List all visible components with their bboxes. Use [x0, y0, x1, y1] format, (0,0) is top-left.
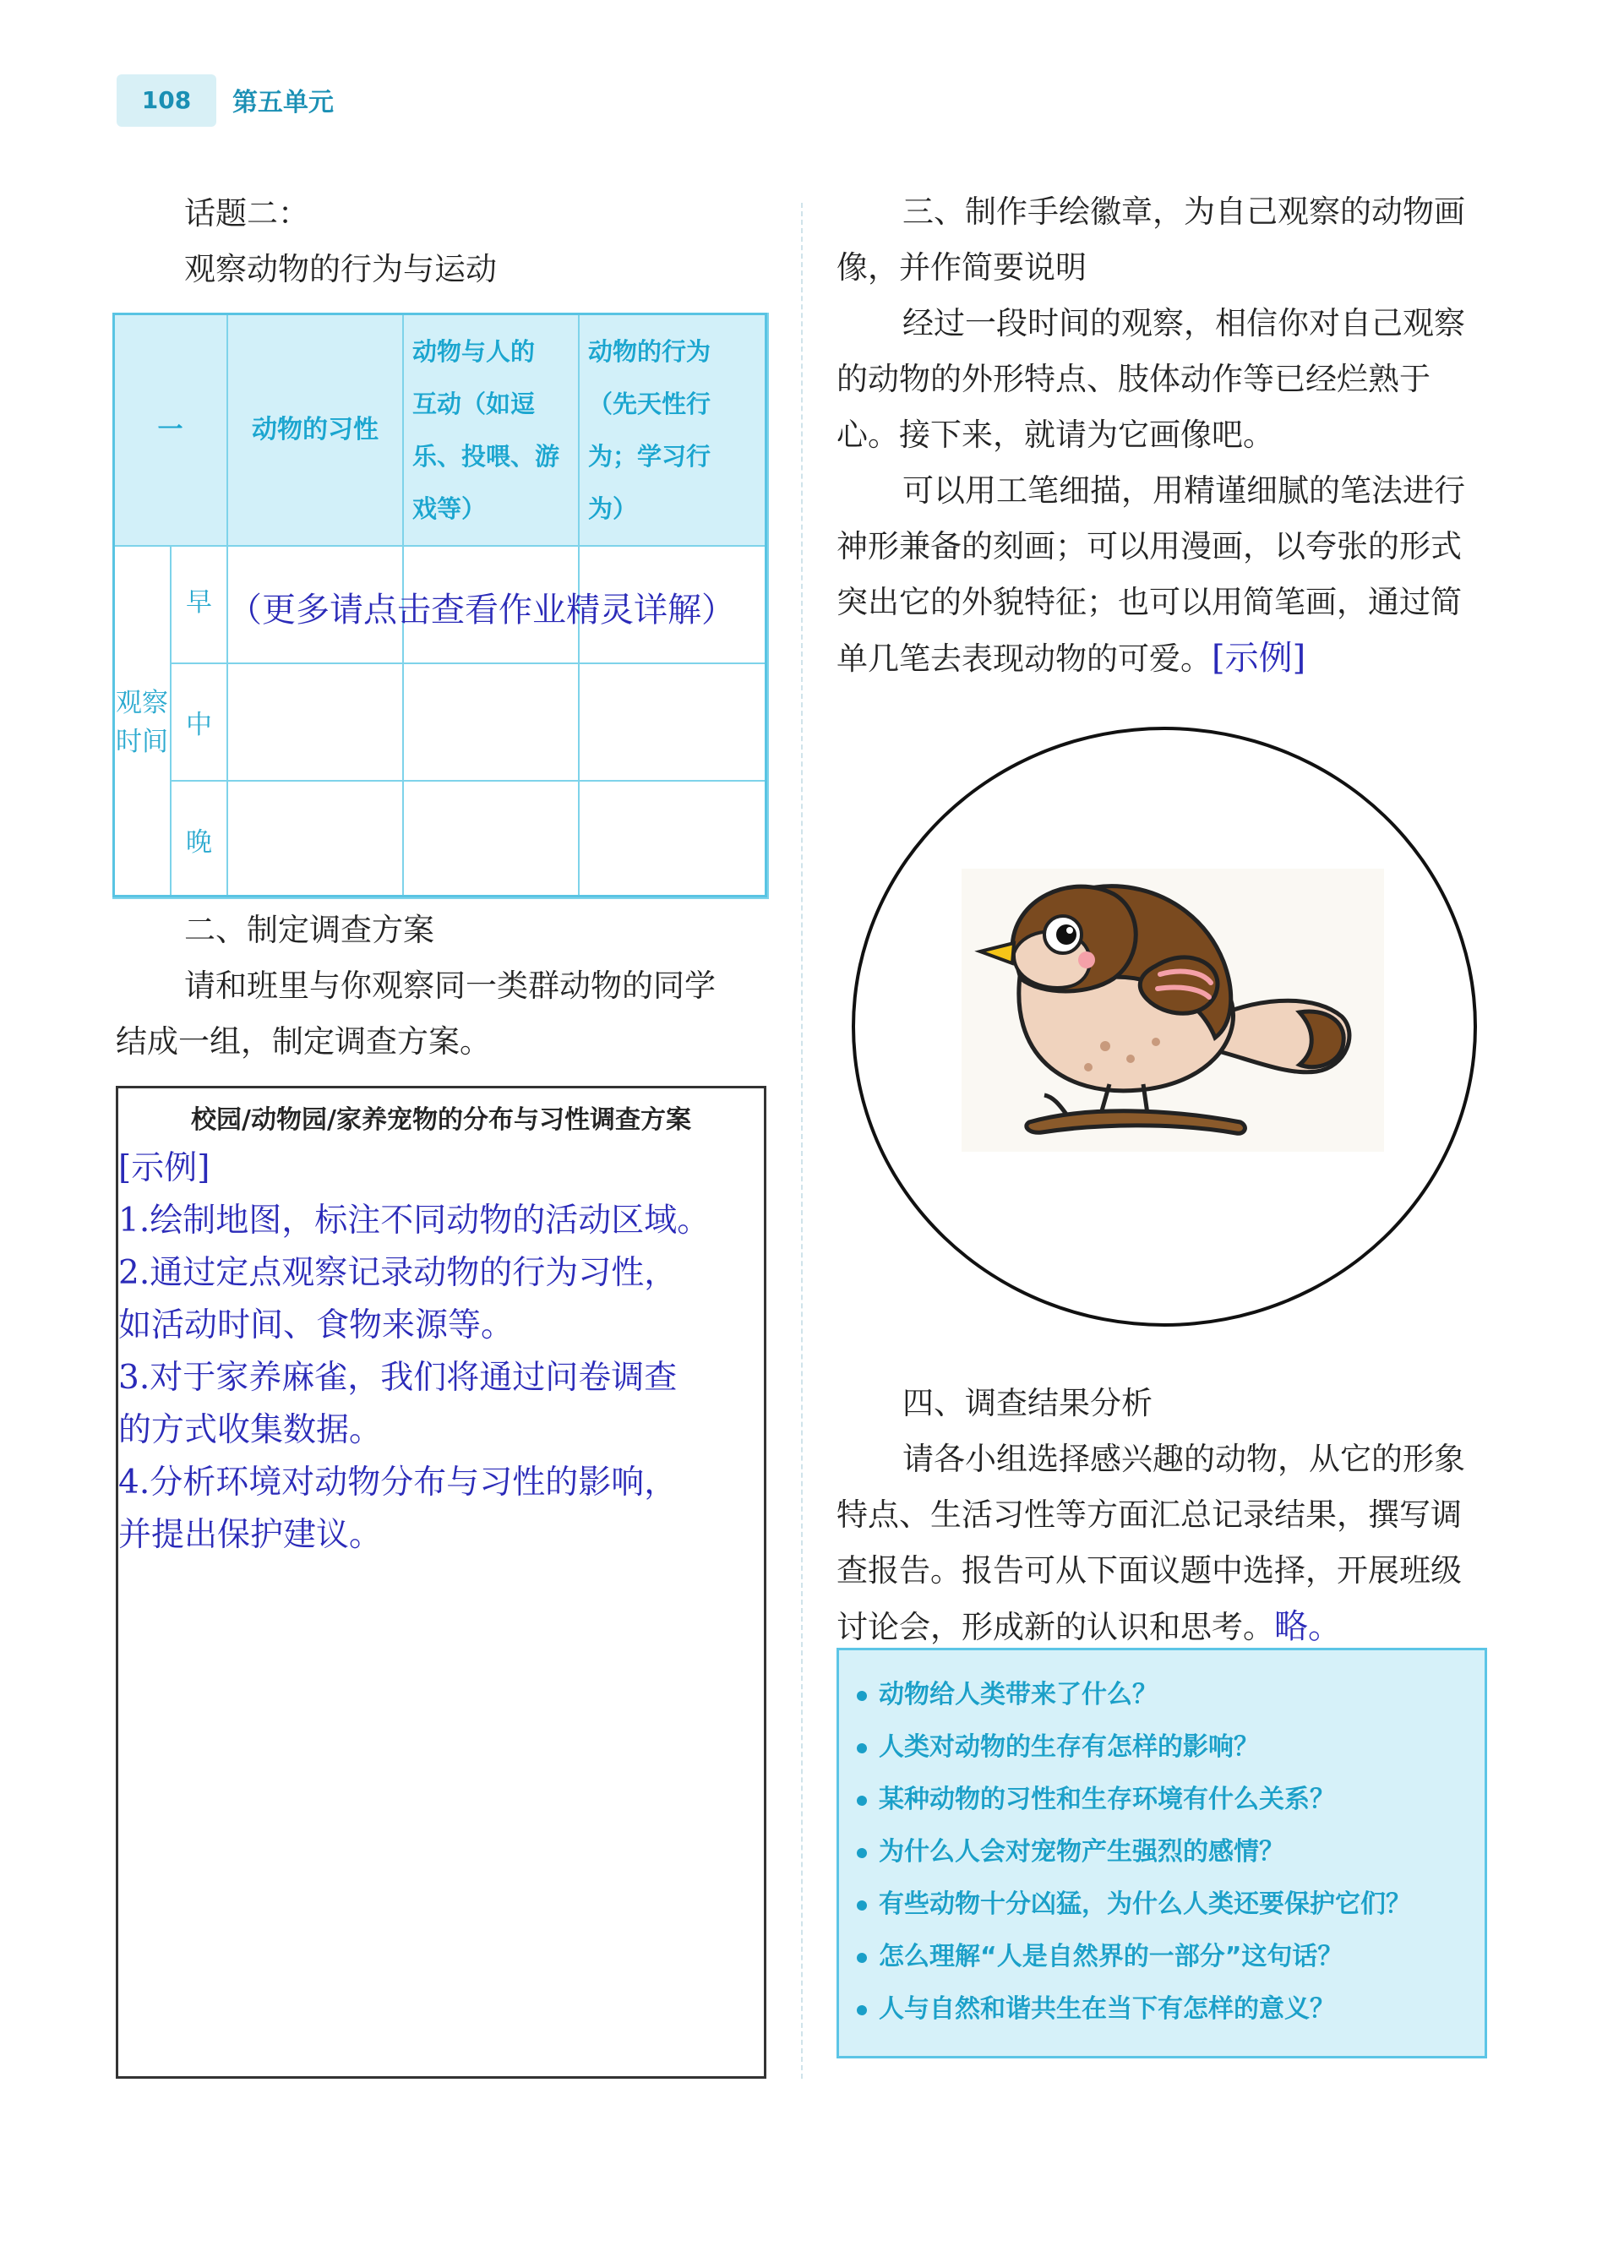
topic-title: 话题二： — [184, 195, 309, 232]
topic-item: 动物给人类带来了什么？ — [857, 1669, 1474, 1721]
bullet-icon — [857, 2005, 867, 2015]
table-cell — [403, 781, 579, 898]
plan-line: 4.分析环境对动物分布与习性的影响， — [118, 1464, 678, 1502]
section4-line: 特点、生活习性等方面汇总记录结果，撰写调 — [837, 1497, 1462, 1533]
topic-subtitle: 观察动物的行为与运动 — [184, 251, 497, 287]
section3-line: 神形兼备的刻画；可以用漫画，以夸张的形式 — [837, 528, 1462, 564]
bird-illustration — [962, 869, 1384, 1152]
section3-line: 像，并作简要说明 — [837, 249, 1087, 286]
side-label-observe-time: 观察 时间 — [113, 546, 171, 898]
section2-title: 二、制定调查方案 — [184, 912, 434, 948]
plan-title: 校园/动物园/家养宠物的分布与习性调查方案 — [191, 1105, 691, 1135]
bullet-icon — [857, 1743, 867, 1753]
section4-line: 请各小组选择感兴趣的动物，从它的形象 — [902, 1441, 1465, 1477]
col-header-habits: 动物的习性 — [227, 313, 403, 546]
section3-line: 心。接下来，就请为它画像吧。 — [837, 417, 1274, 453]
section3-line: 突出它的外貌特征；也可以用简笔画，通过简 — [837, 584, 1462, 620]
more-details-link[interactable]: （更多请点击查看作业精灵详解） — [228, 591, 735, 630]
row-label-evening: 晚 — [171, 781, 227, 898]
bullet-icon — [857, 1900, 867, 1911]
topic-item: 人与自然和谐共生在当下有怎样的意义？ — [857, 1983, 1474, 2036]
table-cell — [227, 663, 403, 781]
table-cell — [579, 663, 768, 781]
example-tag: [示例] — [1212, 639, 1306, 678]
table-corner: 一 — [113, 313, 227, 546]
section3-line: 的动物的外形特点、肢体动作等已经烂熟于 — [837, 361, 1431, 397]
table-cell — [403, 663, 579, 781]
section2-line1: 请和班里与你观察同一类群动物的同学 — [184, 968, 716, 1004]
page-number: 108 — [117, 74, 216, 127]
plan-answer — [118, 1142, 760, 1562]
plan-line: 的方式收集数据。 — [118, 1411, 383, 1449]
bullet-icon — [857, 1796, 867, 1806]
discussion-topics-list — [857, 1669, 1474, 2036]
plan-line: 3.对于家养麻雀，我们将通过问卷调查 — [118, 1359, 678, 1397]
col-header-interaction: 动物与人的 互动（如逗 乐、投喂、游 戏等） — [403, 313, 579, 546]
plan-line: [示例] — [118, 1149, 210, 1187]
section3-line: 经过一段时间的观察，相信你对自己观察 — [902, 305, 1465, 341]
bullet-icon — [857, 1848, 867, 1858]
topic-item: 某种动物的习性和生存环境有什么关系？ — [857, 1774, 1474, 1826]
topic-item: 人类对动物的生存有怎样的影响？ — [857, 1721, 1474, 1774]
row-label-morning: 早 — [171, 546, 227, 663]
table-cell — [579, 781, 768, 898]
section3-line: 三、制作手绘徽章，为自己观察的动物画 — [902, 194, 1465, 230]
section3-line: 可以用工笔细描，用精谨细腻的笔法进行 — [902, 472, 1465, 509]
col-header-behavior: 动物的行为 （先天性行 为；学习行 为） — [579, 313, 768, 546]
bullet-icon — [857, 1953, 867, 1963]
section4-line-last: 讨论会，形成新的认识和思考。略。 — [837, 1607, 1342, 1646]
plan-line: 1.绘制地图，标注不同动物的活动区域。 — [118, 1202, 711, 1240]
bird-illustration-frame — [962, 869, 1384, 1152]
plan-line: 并提出保护建议。 — [118, 1516, 383, 1554]
bullet-icon — [857, 1691, 867, 1701]
table-cell — [227, 781, 403, 898]
section3-line-last: 单几笔去表现动物的可爱。[示例] — [837, 639, 1306, 678]
answer-brief: 略。 — [1274, 1607, 1342, 1646]
plan-line: 2.通过定点观察记录动物的行为习性， — [118, 1254, 678, 1292]
topic-item: 为什么人会对宠物产生强烈的感情？ — [857, 1826, 1474, 1878]
topic-item: 怎么理解“人是自然界的一部分”这句话？ — [857, 1931, 1474, 1983]
topic-item: 有些动物十分凶猛，为什么人类还要保护它们？ — [857, 1878, 1474, 1931]
row-label-noon: 中 — [171, 663, 227, 781]
unit-title: 第五单元 — [232, 88, 334, 117]
column-divider — [801, 203, 803, 2079]
plan-line: 如活动时间、食物来源等。 — [118, 1306, 515, 1344]
section4-line: 查报告。报告可从下面议题中选择，开展班级 — [837, 1552, 1462, 1589]
section2-line2: 结成一组，制定调查方案。 — [116, 1023, 491, 1060]
section4-title: 四、调查结果分析 — [902, 1385, 1153, 1421]
